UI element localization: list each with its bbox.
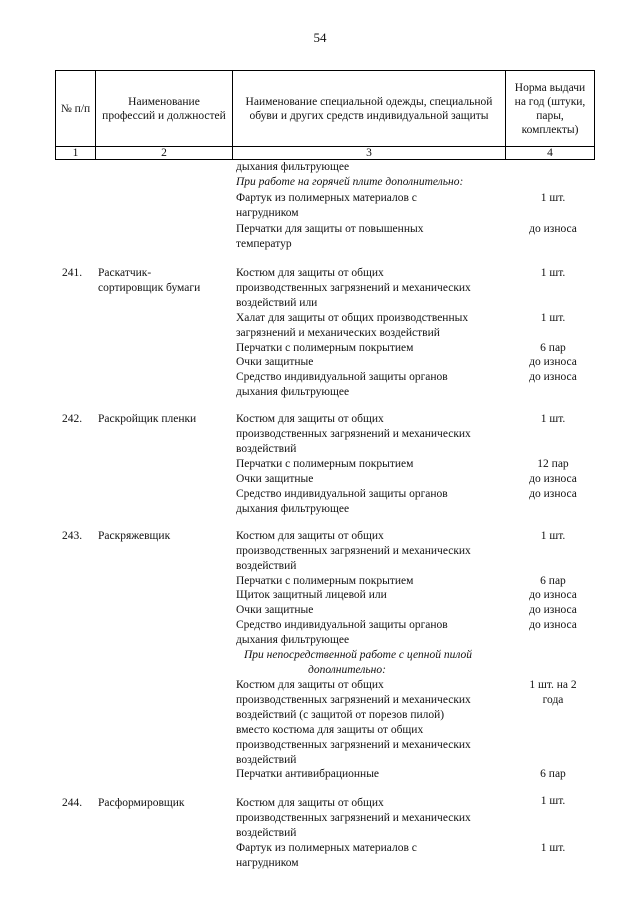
norm-value: 1 шт.	[540, 192, 566, 204]
table-header	[55, 70, 595, 160]
norm-value: 1 шт.	[540, 795, 566, 807]
norm-value: до износа	[529, 619, 577, 631]
norm-value: до износа	[529, 488, 577, 500]
header-col-number: № п/п	[55, 70, 96, 147]
header-col-equipment: Наименование специальной одежды, специальной обуви и других средств индивидуальной защиты	[232, 70, 506, 147]
norm-value: до износа	[529, 473, 577, 485]
equipment-line: Перчатки антивибрационные	[236, 768, 380, 780]
equipment-line: дыхания фильтрующее	[236, 386, 350, 398]
equipment-line: воздействий	[236, 827, 297, 839]
header-num-4: 4	[505, 146, 595, 160]
equipment-line: воздействий (с защитой от порезов пилой)	[236, 709, 445, 721]
equipment-line: загрязнений и механических воздействий	[236, 327, 440, 339]
equipment-line: дыхания фильтрующее	[236, 161, 350, 173]
equipment-line: нагрудником	[236, 857, 299, 869]
equipment-line: воздействий	[236, 560, 297, 572]
entry-number: 242.	[62, 413, 83, 425]
equipment-line: производственных загрязнений и механических	[236, 282, 471, 294]
equipment-line: дыхания фильтрующее	[236, 634, 350, 646]
equipment-line: воздействий	[236, 443, 297, 455]
norm-value: 6 пар	[540, 575, 566, 587]
equipment-line: производственных загрязнений и механических	[236, 739, 471, 751]
equipment-line: Перчатки с полимерным покрытием	[236, 458, 414, 470]
norm-value: до износа	[529, 604, 577, 616]
norm-value: 1 шт.	[540, 842, 566, 854]
header-num-1: 1	[55, 146, 96, 160]
equipment-line: Средство индивидуальной защиты органов	[236, 371, 448, 383]
equipment-line: Халат для защиты от общих производственных	[236, 312, 469, 324]
equipment-line: Фартук из полимерных материалов с	[236, 842, 417, 854]
equipment-note: При работе на горячей плите дополнительно:	[236, 176, 464, 188]
equipment-line: Очки защитные	[236, 604, 314, 616]
equipment-line: Костюм для защиты от общих	[236, 797, 384, 809]
equipment-line: Очки защитные	[236, 356, 314, 368]
equipment-line: воздействий	[236, 754, 297, 766]
equipment-line: Фартук из полимерных материалов с	[236, 192, 417, 204]
entry-number: 241.	[62, 267, 83, 279]
equipment-line: Перчатки с полимерным покрытием	[236, 575, 414, 587]
norm-value: 1 шт. на 2	[529, 679, 577, 691]
norm-value: 6 пар	[540, 768, 566, 780]
equipment-line: нагрудником	[236, 207, 299, 219]
profession-name: сортировщик бумаги	[98, 282, 201, 294]
equipment-line: производственных загрязнений и механических	[236, 428, 471, 440]
equipment-line: Средство индивидуальной защиты органов	[236, 619, 448, 631]
profession-name: Раскряжевщик	[98, 530, 171, 542]
equipment-line: Костюм для защиты от общих	[236, 413, 384, 425]
equipment-line: производственных загрязнений и механических	[236, 694, 471, 706]
norm-value: 6 пар	[540, 342, 566, 354]
equipment-note: При непосредственной работе с цепной пилой	[244, 649, 473, 661]
header-num-3: 3	[232, 146, 506, 160]
norm-value: 12 пар	[537, 458, 569, 470]
equipment-line: Очки защитные	[236, 473, 314, 485]
equipment-line: Костюм для защиты от общих	[236, 679, 384, 691]
equipment-line: Средство индивидуальной защиты органов	[236, 488, 448, 500]
entry-number: 243.	[62, 530, 83, 542]
equipment-line: Костюм для защиты от общих	[236, 530, 384, 542]
equipment-note: дополнительно:	[308, 664, 386, 676]
norm-value: года	[542, 694, 564, 706]
profession-name: Раскатчик-	[98, 267, 152, 279]
equipment-line: Перчатки для защиты от повышенных	[236, 223, 424, 235]
header-col-norm: Норма выдачи на год (штуки, пары, комплекты)	[505, 70, 595, 147]
equipment-line: Щиток защитный лицевой или	[236, 589, 387, 601]
norm-value: до износа	[529, 223, 577, 235]
equipment-line: производственных загрязнений и механических	[236, 545, 471, 557]
equipment-line: Костюм для защиты от общих	[236, 267, 384, 279]
header-col-profession: Наименование профессий и должностей	[95, 70, 233, 147]
entry-number: 244.	[62, 797, 83, 809]
norm-value: 1 шт.	[540, 312, 566, 324]
equipment-line: температур	[236, 238, 292, 250]
norm-value: 1 шт.	[540, 267, 566, 279]
equipment-line: вместо костюма для защиты от общих	[236, 724, 424, 736]
equipment-line: дыхания фильтрующее	[236, 503, 350, 515]
equipment-line: производственных загрязнений и механических	[236, 812, 471, 824]
norm-value: до износа	[529, 356, 577, 368]
profession-name: Расформировщик	[98, 797, 185, 809]
equipment-line: воздействий или	[236, 297, 318, 309]
profession-name: Раскройщик пленки	[98, 413, 197, 425]
header-num-2: 2	[95, 146, 233, 160]
norm-value: до износа	[529, 371, 577, 383]
norm-value: до износа	[529, 589, 577, 601]
page-number: 54	[313, 30, 327, 45]
norm-value: 1 шт.	[540, 413, 566, 425]
norm-value: 1 шт.	[540, 530, 566, 542]
equipment-line: Перчатки с полимерным покрытием	[236, 342, 414, 354]
